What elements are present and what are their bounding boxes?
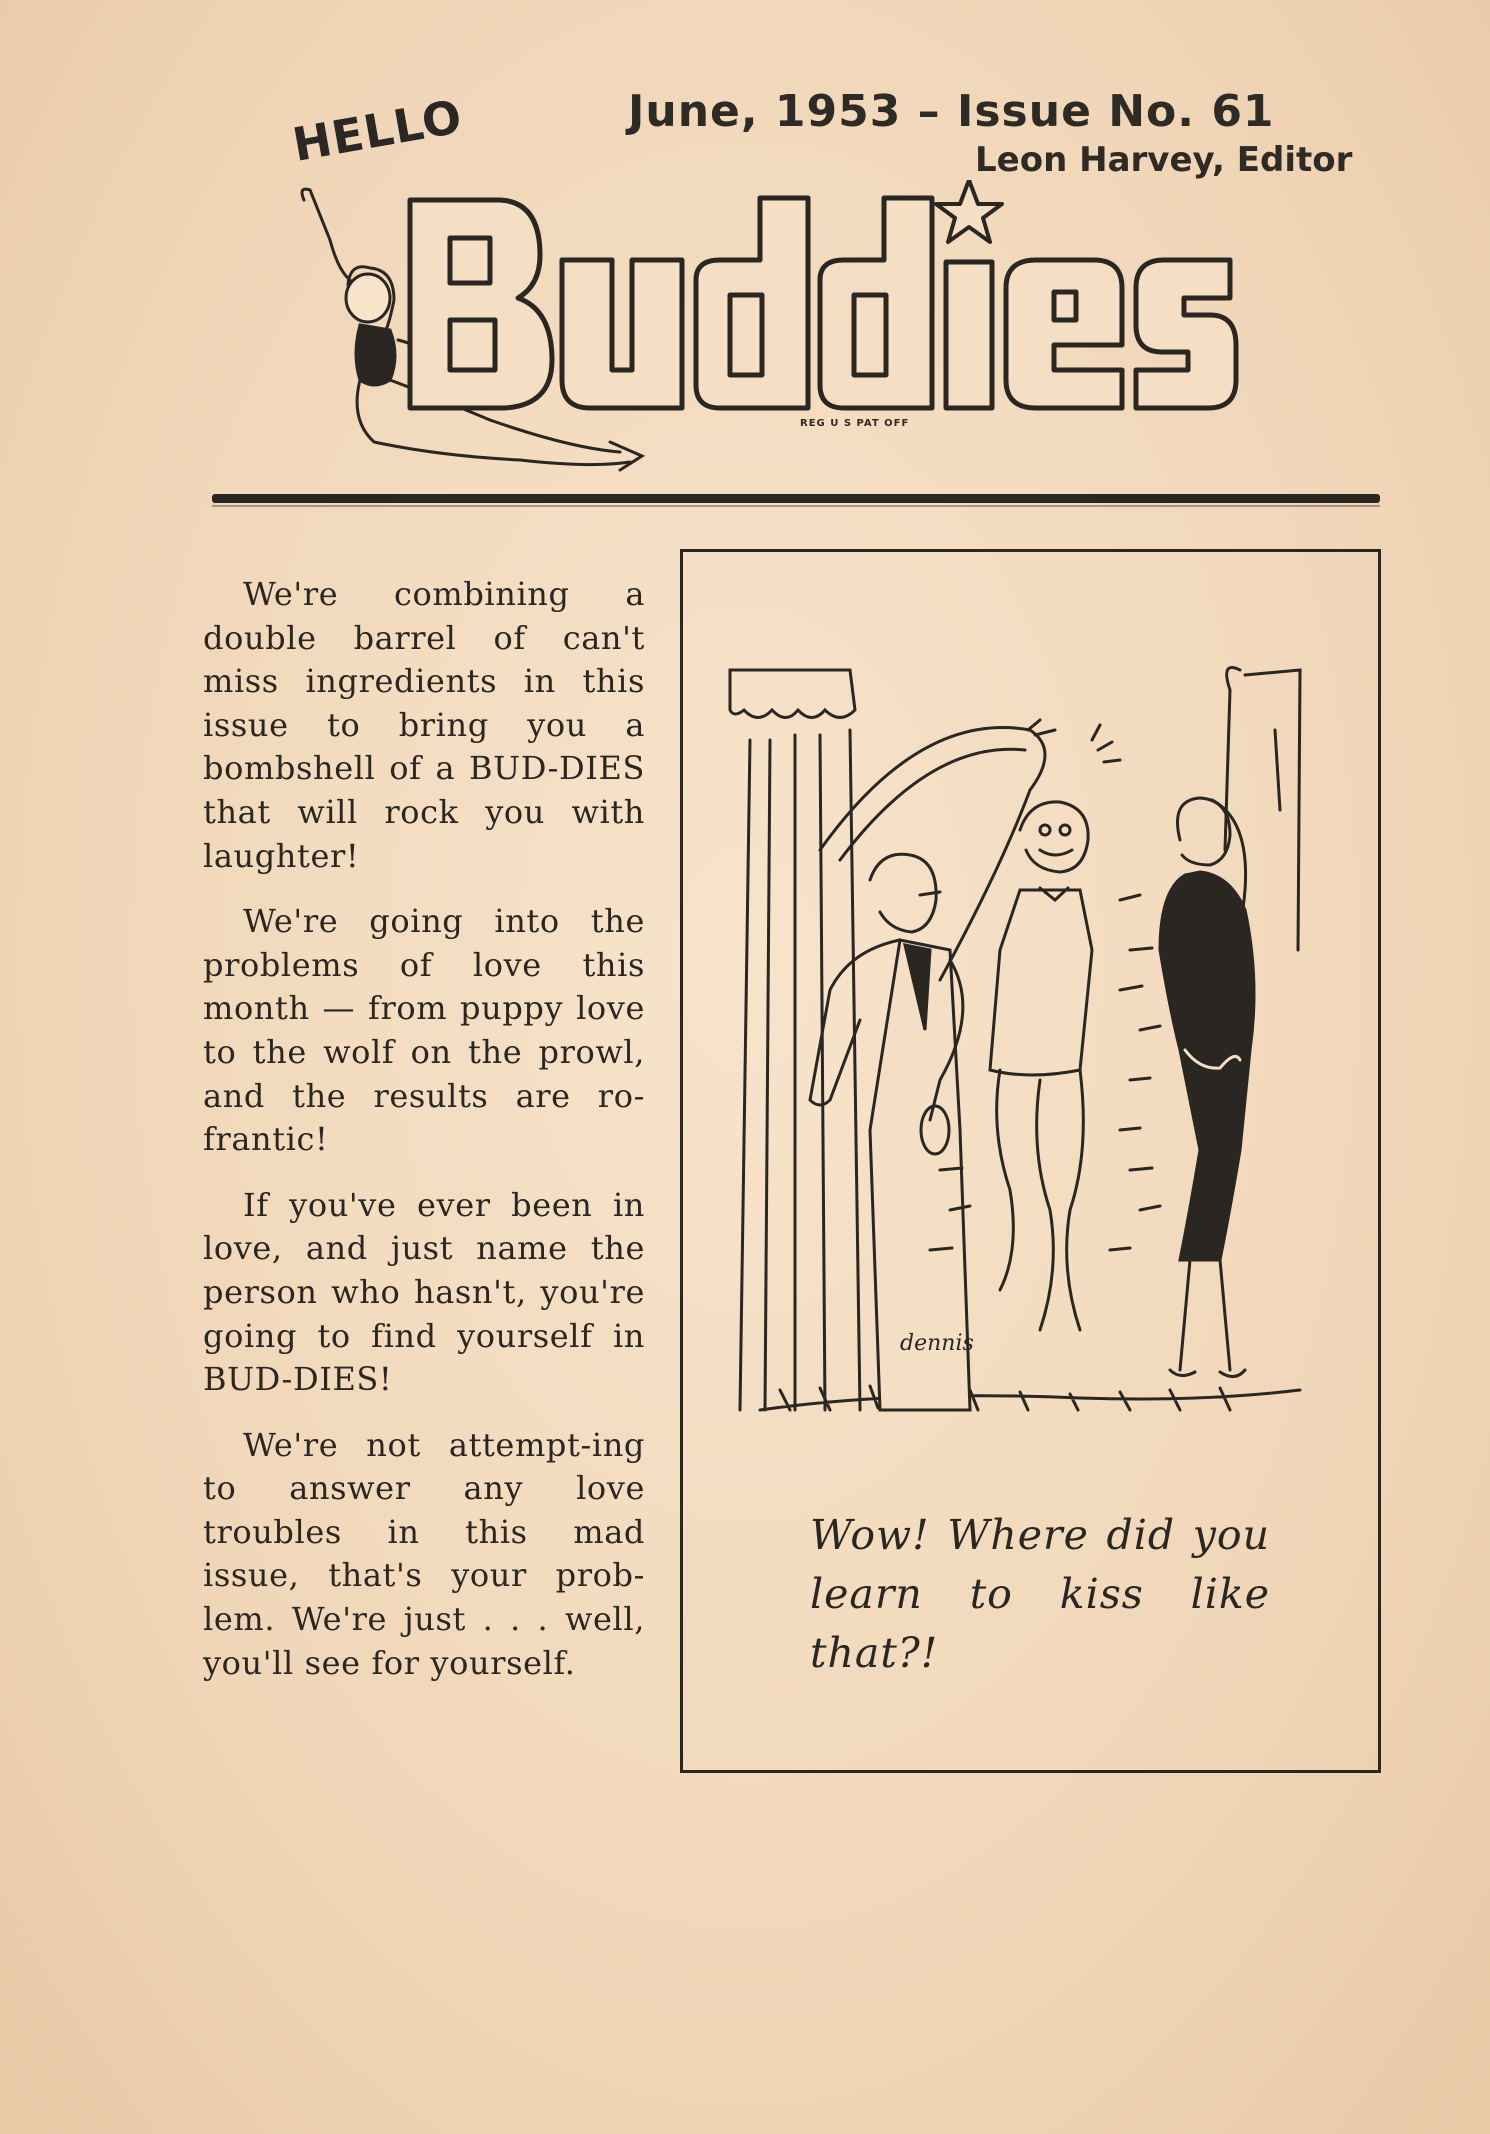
intro-paragraph: If you've ever been in love, and just name the person who hasn't, you're going to find yourself in BUD-DIES!	[203, 1185, 645, 1399]
cartoon-illustration	[700, 650, 1340, 1430]
buddies-masthead-logo	[290, 180, 1290, 480]
cartoon-caption: Wow! Where did you learn to kiss like that?!	[810, 1511, 1270, 1677]
woman-figure	[1160, 798, 1254, 1377]
artist-signature: dennis	[900, 1331, 974, 1356]
curtain-valance	[730, 670, 855, 718]
header-divider	[212, 494, 1380, 503]
floor-hatching	[760, 1386, 1300, 1410]
intro-paragraph: We're going into the problems of love this month — from puppy love to the wolf on the prowl, and the results are ro-frantic!	[203, 902, 645, 1159]
buddies-title-letters	[410, 180, 1236, 408]
intro-paragraph: We're not attempt-ing to answer any love troubles in this mad issue, that's your prob-lem. We're just . . . well, you'll see for yourself.	[203, 1425, 645, 1682]
dazed-man-figure	[990, 725, 1120, 1330]
editor-credit: Leon Harvey, Editor	[975, 140, 1353, 180]
issue-line: June, 1953 – Issue No. 61	[628, 86, 1275, 137]
intro-paragraph: We're combining a double barrel of can't miss ingredients in this issue to bring you a bombshell of a BUD-DIES that will rock you with laughter!	[203, 575, 645, 875]
trademark-notice: REG U S PAT OFF	[800, 418, 910, 429]
header-divider-thin	[212, 505, 1380, 507]
hello-lettering: HELLO	[288, 89, 467, 172]
butler-figure	[810, 854, 970, 1410]
editorial-intro	[203, 573, 645, 1707]
